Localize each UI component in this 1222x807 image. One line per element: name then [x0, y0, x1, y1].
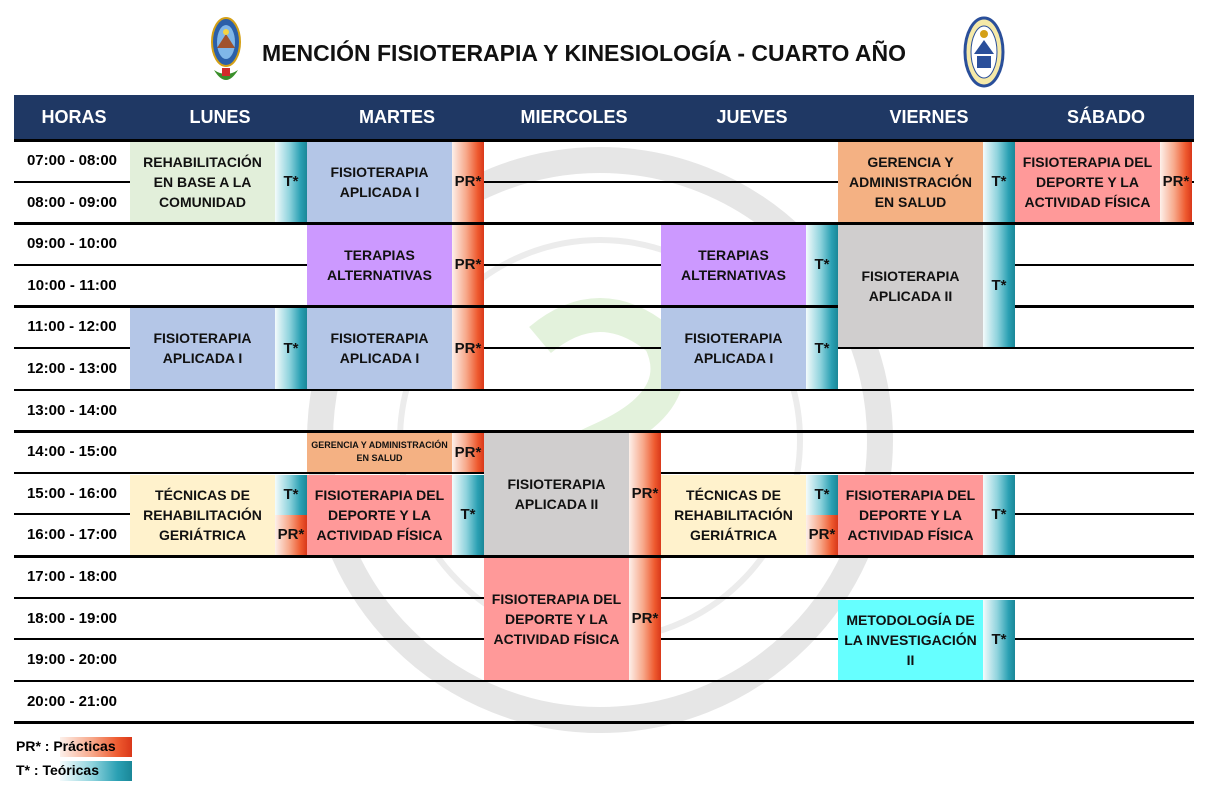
type-tag: T* — [814, 256, 830, 274]
course-block: TERAPIAS ALTERNATIVAS — [661, 225, 806, 305]
header-hours: HORAS — [41, 107, 107, 127]
left-university-seal-logo — [208, 12, 244, 90]
page-title: MENCIÓN FISIOTERAPIA Y KINESIOLOGÍA - CUARTO AÑO — [262, 40, 907, 66]
time-label: 15:00 - 16:00 — [26, 484, 118, 502]
course-block: FISIOTERAPIA DEL DEPORTE Y LA ACTIVIDAD FÍSICA — [838, 475, 983, 555]
type-tag: T* — [991, 505, 1007, 523]
time-label: 17:00 - 18:00 — [26, 568, 118, 585]
time-label: 10:00 - 11:00 — [27, 276, 117, 294]
course-block: GERENCIA Y ADMINISTRACIÓN EN SALUD — [307, 433, 452, 472]
type-tag: PR* — [454, 256, 482, 274]
time-label: 08:00 - 09:00 — [26, 193, 118, 211]
course-block: METODOLOGÍA DE LA INVESTIGACIÓN II — [838, 600, 983, 680]
course-block: FISIOTERAPIA DEL DEPORTE Y LA ACTIVIDAD FÍSICA — [307, 475, 452, 555]
time-label: 09:00 - 10:00 — [26, 235, 118, 253]
course-block: FISIOTERAPIA APLICADA I — [307, 308, 452, 388]
type-tag: PR* — [454, 339, 482, 357]
course-block: FISIOTERAPIA APLICADA II — [484, 433, 629, 555]
type-tag: PR* — [1162, 173, 1190, 191]
course-block: FISIOTERAPIA DEL DEPORTE Y LA ACTIVIDAD FÍSICA — [1015, 142, 1160, 222]
type-tag: PR* — [808, 525, 836, 543]
row-divider — [14, 264, 1194, 266]
schedule-header-bar — [14, 95, 1194, 139]
legend-label: T* : Teóricas — [16, 762, 99, 778]
type-tag: T* — [283, 485, 299, 503]
course-block: FISIOTERAPIA APLICADA II — [838, 225, 983, 347]
course-block: FISIOTERAPIA DEL DEPORTE Y LA ACTIVIDAD FÍSICA — [484, 558, 629, 680]
time-label: 19:00 - 20:00 — [26, 651, 118, 669]
time-label: 13:00 - 14:00 — [26, 401, 118, 419]
type-tag: T* — [814, 339, 830, 357]
course-block: TÉCNICAS DE REHABILITACIÓN GERIÁTRICA — [130, 475, 275, 555]
type-tag: T* — [991, 630, 1007, 648]
type-tag: T* — [814, 485, 830, 503]
time-label: 12:00 - 13:00 — [26, 360, 118, 377]
header-day-2: MARTES — [359, 107, 435, 127]
type-tag: PR* — [631, 485, 659, 503]
type-tag: PR* — [631, 609, 659, 627]
type-tag: T* — [283, 173, 299, 191]
time-label: 20:00 - 21:00 — [26, 692, 118, 710]
right-faculty-seal-logo — [962, 14, 1006, 90]
type-tag: PR* — [454, 173, 482, 191]
type-tag: PR* — [454, 443, 482, 461]
header-day-5: VIERNES — [889, 107, 969, 127]
type-tag: T* — [283, 339, 299, 357]
time-label: 16:00 - 17:00 — [26, 526, 118, 544]
row-divider — [14, 389, 1194, 392]
course-block: REHABILITACIÓN EN BASE A LA COMUNIDAD — [130, 142, 275, 222]
time-label: 11:00 - 12:00 — [27, 318, 117, 336]
time-label: 07:00 - 08:00 — [26, 152, 118, 169]
row-divider — [14, 721, 1194, 724]
course-block: TÉCNICAS DE REHABILITACIÓN GERIÁTRICA — [661, 475, 806, 555]
course-block: FISIOTERAPIA APLICADA I — [130, 308, 275, 388]
row-divider — [14, 222, 1194, 225]
time-label: 18:00 - 19:00 — [26, 609, 118, 627]
type-tag: T* — [991, 173, 1007, 191]
header-day-6: SÁBADO — [1066, 107, 1145, 127]
type-tag: PR* — [277, 525, 305, 543]
type-tag: T* — [991, 277, 1007, 295]
header-day-1: LUNES — [189, 107, 251, 127]
type-tag: T* — [460, 505, 476, 523]
time-label: 14:00 - 15:00 — [26, 443, 118, 461]
course-block: FISIOTERAPIA APLICADA I — [661, 308, 806, 388]
row-divider — [14, 680, 1194, 683]
course-block: FISIOTERAPIA APLICADA I — [307, 142, 452, 222]
course-block: TERAPIAS ALTERNATIVAS — [307, 225, 452, 305]
header-day-4: JUEVES — [716, 107, 788, 127]
legend-label: PR* : Prácticas — [16, 738, 116, 754]
header-day-3: MIERCOLES — [520, 107, 628, 127]
course-block: GERENCIA Y ADMINISTRACIÓN EN SALUD — [838, 142, 983, 222]
